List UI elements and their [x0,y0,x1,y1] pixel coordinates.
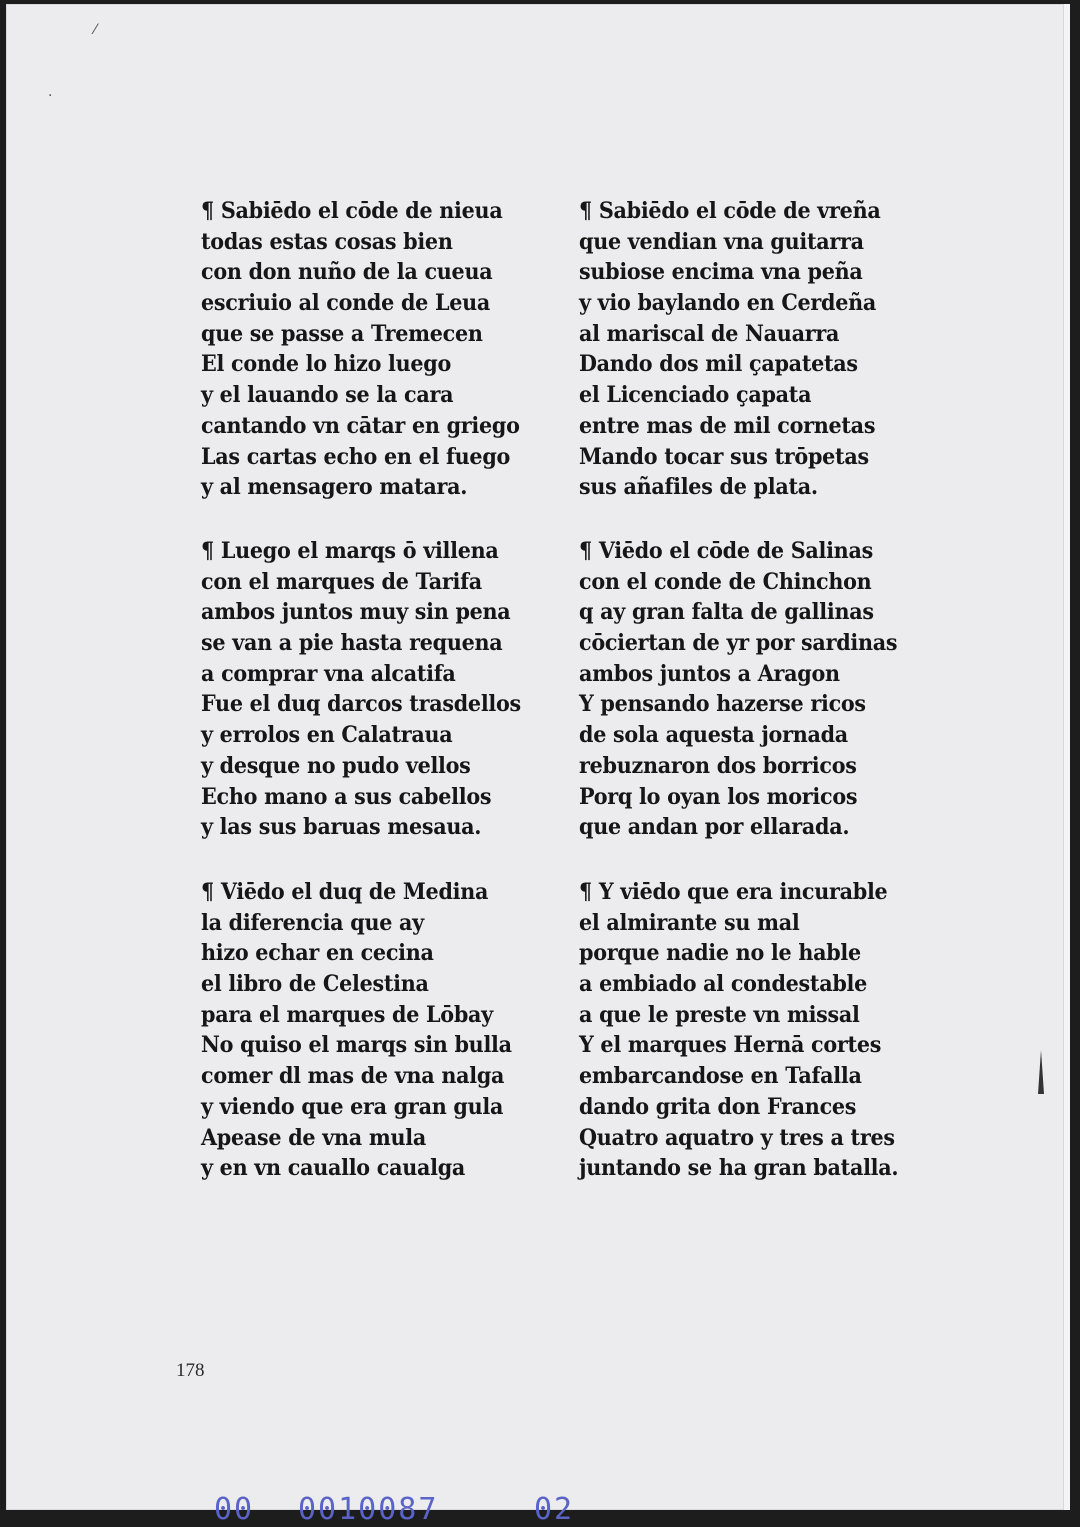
verse-line: y el lauando se la cara [201,382,454,409]
stamp-code-2: 0010087 [298,1492,439,1527]
stanza [579,877,959,1184]
verse-line: Apease de vna mula [201,1124,426,1151]
verse-line: ¶ Sabiēdo el cōde de nieua [201,198,503,224]
verse-line: rebuznaron dos borricos [579,752,857,779]
verse-line: ¶ Y viēdo que era incurable [579,879,888,905]
verse-line: Y el marques Hernā cortes [579,1032,882,1059]
margin-mark: ⁄ [94,22,97,38]
verse-line: Y pensando hazerse ricos [579,691,866,718]
stanza [201,536,581,843]
stanza [579,196,959,503]
verse-line: que vendian vna guitarra [579,228,864,255]
verse-line: ¶ Viēdo el cōde de Salinas [579,538,873,564]
verse-line: cantando vn cātar en griego [201,412,520,439]
stamp-code-3: 02 [534,1492,575,1527]
verse-line: entre mas de mil cornetas [579,412,876,439]
verse-line: con don nuño de la cueua [201,259,493,286]
page-edge-mark [1038,1050,1044,1094]
verse-line: dando grita don Frances [579,1093,857,1120]
verse-line: y vio baylando en Cerdeña [579,290,877,317]
verse-line: Quatro aquatro y tres a tres [579,1124,895,1151]
verse-line: El conde lo hizo luego [201,351,452,378]
verse-line: con el conde de Chinchon [579,568,872,595]
verse-line: y errolos en Calatraua [201,722,453,749]
stamp-code-1: 00 [214,1492,255,1527]
verse-line: No quiso el marqs sin bulla [201,1032,512,1059]
verse-line: que se passe a Tremecen [201,320,483,347]
verse-line: hizo echar en cecina [201,940,434,967]
verse-line: juntando se ha gran batalla. [579,1155,899,1182]
verse-line: ¶ Sabiēdo el cōde de vreña [579,198,881,224]
verse-line: todas estas cosas bien [201,228,453,255]
verse-line: y en vn cauallo caualga [201,1155,466,1182]
verse-line: ¶ Viēdo el duq de Medina [201,879,489,905]
verse-line: que andan por ellarada. [579,814,850,841]
verse-line: Dando dos mil çapatetas [579,351,858,378]
verse-line: y al mensagero matara. [201,474,468,501]
verse-line: sus añafiles de plata. [579,474,818,501]
verse-line: Mando tocar sus trōpetas [579,443,869,470]
verse-line: comer dl mas de vna nalga [201,1063,505,1090]
stanza [579,536,959,843]
verse-line: porque nadie no le hable [579,940,861,967]
stanza [201,877,581,1184]
verse-line: ambos juntos a Aragon [579,660,840,687]
verse-line: a que le preste vn missal [579,1001,860,1028]
verse-line: y las sus baruas mesaua. [201,814,482,841]
verse-line: ¶ Luego el marqs ō villena [201,538,499,564]
page-number: 178 [176,1360,205,1381]
verse-line: ambos juntos muy sin pena [201,599,511,626]
verse-line: embarcandose en Tafalla [579,1063,862,1090]
verse-line: a comprar vna alcatifa [201,660,456,687]
verse-line: q ay gran falta de gallinas [579,599,874,626]
book-page [6,4,1070,1527]
verse-line: la diferencia que ay [201,909,424,936]
verse-line: al mariscal de Nauarra [579,320,840,347]
verse-line: y viendo que era gran gula [201,1093,504,1120]
verse-line: cōciertan de yr por sardinas [579,630,898,657]
verse-line: a embiado al condestable [579,971,868,998]
verse-line: y desque no pudo vellos [201,752,471,779]
verse-line: Las cartas echo en el fuego [201,443,511,470]
verse-line: Porq lo oyan los moricos [579,783,858,810]
margin-dot: · [48,88,53,104]
verse-line: con el marques de Tarifa [201,568,482,595]
verse-line: Echo mano a sus cabellos [201,783,492,810]
verse-line: de sola aquesta jornada [579,722,848,749]
verse-line: se van a pie hasta requena [201,630,503,657]
verse-line: Fue el duq darcos trasdellos [201,691,521,718]
verse-line: el almirante su mal [579,909,800,936]
verse-line: subiose encima vna peña [579,259,863,286]
verse-line: el libro de Celestina [201,971,429,998]
verse-line: para el marques de Lōbay [201,1001,493,1028]
verse-line: el Licenciado çapata [579,382,812,409]
stanza [201,196,581,503]
verse-line: escriuio al conde de Leua [201,290,491,317]
